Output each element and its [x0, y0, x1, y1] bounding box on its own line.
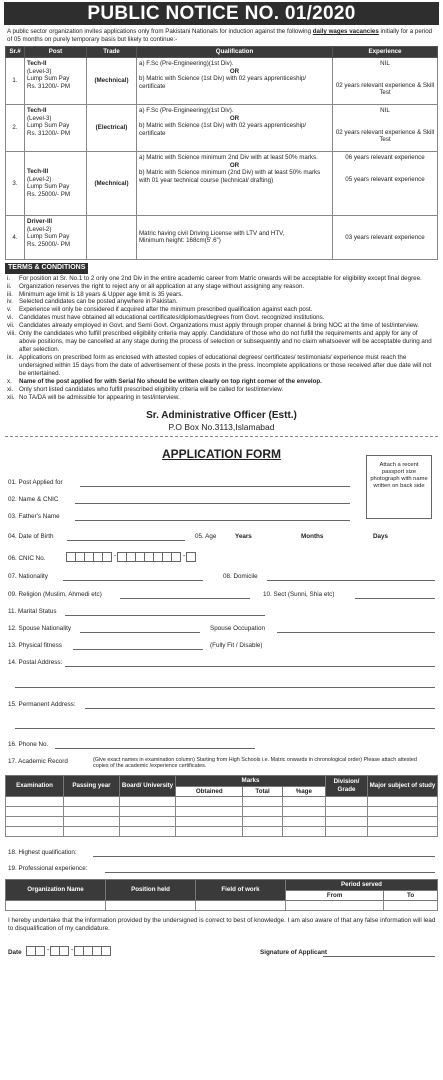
label-physical-fitness: 13. Physical fitness [8, 641, 62, 649]
intro-text: A public sector organization invites applications only from Pakistani Nationals for induction against the following daily wages vacancies initially for a period of 05 months on purely temporary basis but likely to continue:- [7, 28, 433, 44]
row-post: Tech-II (Level-3) Lump Sum Pay Rs. 31200/- PM [25, 104, 87, 151]
experience-table [5, 879, 438, 912]
name-cnic-field[interactable] [75, 503, 350, 504]
date-digit-box[interactable] [59, 946, 69, 956]
row-post: Driver-III (Level-2) Lump Sum Pay Rs. 25000/- PM [25, 215, 87, 259]
permanent-address-line2[interactable] [15, 728, 435, 729]
label-date: Date [8, 948, 22, 956]
col-from: From [286, 890, 384, 901]
terms-heading: TERMS & CONDITIONS [5, 263, 88, 274]
term-item: xi. Only short listed candidates who fulfill prescribed eligibility criteria will be called for test/interview. [7, 385, 284, 393]
academic-note: (Give exact names in examination column) Starting from High Schools i.e. Matric onwards in chronological order) Please attach attested copies of the academic /experience certificates. [93, 756, 417, 770]
col-period: Period served [286, 879, 438, 890]
col-exam: Examination [6, 775, 64, 797]
col-to: To [384, 890, 438, 901]
postal-address-line2[interactable] [15, 687, 435, 688]
col-obtained: Obtained [176, 786, 243, 797]
religion-field[interactable] [120, 598, 250, 599]
table-row [6, 215, 438, 259]
label-permanent-address: 15. Permanent Address: [8, 700, 76, 708]
label-sect: 10. Sect (Sunni, Shia etc) [263, 590, 335, 598]
cnic-digit-box[interactable] [171, 552, 181, 562]
label-cnic: 06. CNIC No. [8, 554, 46, 562]
row-qualification: a) F.Sc (Pre-Engineering)(1st Div). OR b) Matric with Science (1st Div) with 02 years apprenticeship/ certificate [137, 104, 333, 151]
col-division: Division/ Grade [326, 775, 368, 797]
application-form [5, 447, 438, 967]
term-item: ix. Applications on prescribed form as enclosed with attested copies of educational degrees/ certificates/ testimonials/ experience must reach the undersigned within 15 days from the date of advertisement of these posts in the press. Incomplete applications or those received after due date will not be entertained. [7, 354, 432, 377]
col-marks: Marks [176, 775, 326, 786]
term-item: xii. No TA/DA will be admissible for appearing in test/interview. [7, 393, 180, 401]
marital-field[interactable] [65, 615, 265, 616]
table-row[interactable] [6, 817, 438, 827]
table-row [6, 151, 438, 215]
row-experience: 03 years relevant experience [333, 215, 438, 259]
table-row[interactable] [6, 797, 438, 807]
col-total: Total [243, 786, 282, 797]
fitness-options: (Fully Fit / Disable) [210, 641, 263, 649]
label-spouse-occupation: Spouse Occupation [210, 624, 265, 632]
col-board: Board/ University [120, 775, 176, 797]
physical-fitness-field[interactable] [73, 649, 203, 650]
phone-field[interactable] [55, 748, 255, 749]
header-qualification: Qualification [137, 47, 333, 58]
fathers-name-field[interactable] [75, 520, 350, 521]
form-title: APPLICATION FORM [161, 446, 282, 461]
label-religion: 09. Religion (Muslim, Ahmedi etc) [8, 590, 102, 598]
spouse-occupation-field[interactable] [277, 632, 435, 633]
table-row[interactable] [6, 807, 438, 817]
label-dob: 04. Date of Birth [8, 532, 54, 540]
col-field: Field of work [196, 879, 286, 901]
label-spouse-nationality: 12. Spouse Nationality [8, 624, 72, 632]
row-sr: 2. [6, 104, 25, 151]
term-item: iii. Minimum age limit is 18 years & Upper age limit is 35 years. [7, 290, 184, 298]
row-trade: (Mechnical) [87, 151, 137, 215]
term-item: vi. Candidates must have obtained all educational certificates/diplomas/degrees from Govt. recognized institutions. [7, 314, 325, 322]
label-postal-address: 14. Postal Address: [8, 658, 63, 666]
cnic-digit-box[interactable] [186, 552, 196, 562]
col-percentage: %age [282, 786, 325, 797]
label-nationality: 07. Nationality [8, 572, 48, 580]
notice-title: PUBLIC NOTICE NO. 01/2020 [4, 2, 439, 25]
row-sr: 1. [6, 57, 25, 104]
spouse-nationality-field[interactable] [80, 632, 200, 633]
term-item: iv. Selected candidates can be posted anywhere in Pakistan. [7, 298, 178, 306]
officer-block [5, 410, 438, 433]
table-row[interactable] [6, 901, 438, 911]
dob-field[interactable] [67, 540, 185, 541]
vacancy-table [5, 46, 438, 260]
postal-address-field[interactable] [65, 666, 435, 667]
permanent-address-field[interactable] [85, 708, 435, 709]
row-experience: NIL 02 years relevant experience & Skill Test [333, 57, 438, 104]
label-academic-record: 17. Academic Record [8, 757, 68, 765]
nationality-field[interactable] [63, 580, 203, 581]
row-experience: 06 years relevant experience 05 years relevant experience [333, 151, 438, 215]
header-sr: Sr.# [6, 47, 25, 58]
declaration: I hereby undertake that the information provided by the undersigned is correct to best of knowledge. I am also aware of that any false information will lead to disqualification of my candidature. [8, 916, 436, 933]
label-phone: 16. Phone No. [8, 740, 49, 748]
post-applied-field[interactable] [80, 486, 350, 487]
date-digit-box[interactable] [101, 946, 111, 956]
term-item: i. For position at Sr. No.1 to 2 only one 2nd Div in the entire academic career from Matric onwards will be acceptable for eligibility except final degree. [7, 274, 422, 282]
header-experience: Experience [333, 47, 438, 58]
row-trade: (Mechnical) [87, 57, 137, 104]
cut-line [5, 436, 438, 437]
label-signature: Signature of Applicant [260, 948, 327, 956]
table-row [6, 104, 438, 151]
label-post-applied: 01. Post Applied for [8, 478, 63, 486]
age-days: Days [373, 532, 389, 540]
header-post: Post [25, 47, 87, 58]
label-domicile: 08. Domicile [223, 572, 258, 580]
term-item: v. Experience will only be considered if acquired after the minimum prescribed qualification against each post. [7, 306, 313, 314]
table-row [6, 57, 438, 104]
age-months: Months [301, 532, 324, 540]
label-professional-experience: 19. Professional experience: [8, 864, 88, 872]
signature-field[interactable] [323, 956, 435, 957]
cnic-boxes[interactable]: - - [67, 552, 196, 562]
label-age: 05. Age [195, 532, 217, 540]
professional-experience-field[interactable] [105, 872, 435, 873]
row-post: Tech-II (Level-3) Lump Sum Pay Rs. 31200/- PM [25, 57, 87, 104]
photo-box[interactable]: Attach a recent passport size photograph with name written on back side [366, 455, 432, 519]
date-boxes[interactable]: - - [27, 946, 111, 956]
row-qualification: a) Matric with Science minimum 2nd Div with at least 50% marks. OR b) Matric with Science minimum (2nd Div) with at least 50% marks with 01 year technical course (technical/ drafting) [137, 151, 333, 215]
row-post: Tech-III (Level-2) Lump Sum Pay Rs. 25000/- PM [25, 151, 87, 215]
terms-list [5, 274, 438, 402]
officer-title: Sr. Administrative Officer (Estt.) [146, 409, 297, 421]
highest-qualification-field[interactable] [93, 856, 435, 857]
row-trade: (Electrical) [87, 104, 137, 151]
academic-table [5, 775, 438, 838]
age-years: Years [235, 532, 252, 540]
col-position: Position held [106, 879, 196, 901]
label-fathers-name: 03. Father's Name [8, 512, 60, 520]
date-digit-box[interactable] [35, 946, 45, 956]
term-item: vii. Candidates already employed in Govt. and Semi Govt. Organizations must apply through proper channel & bring NOC at the time of test/interview. [7, 322, 419, 330]
sect-field[interactable] [355, 598, 435, 599]
cnic-digit-box[interactable] [102, 552, 112, 562]
label-highest-qualification: 18. Highest qualification: [8, 848, 77, 856]
label-name-cnic: 02. Name & CNIC [8, 495, 59, 503]
row-trade [87, 215, 137, 259]
col-organization: Organization Name [6, 879, 106, 901]
term-item: x. Name of the post applied for with Serial No should be written clearly on top right corner of the envelop. [7, 377, 322, 385]
domicile-field[interactable] [267, 580, 435, 581]
table-row[interactable] [6, 827, 438, 837]
col-subject: Major subject of study [368, 775, 438, 797]
row-qualification: Matric having civil Driving License with LTV and HTV, Minimum height: 168cm(5'.6") [137, 215, 333, 259]
officer-address: P.O Box No.3113,Islamabad [168, 422, 275, 433]
term-item: viii. Only the candidates who fulfill prescribed eligibility criteria may apply. Candidature of those who do not fulfill the requirements and apply for any of above positions, may be cancelled at any stage during the process of selection or subsequently and no claim whatsoever will be acceptable during and after selection. [7, 330, 432, 354]
row-experience: NIL 02 years relevant experience & Skill Test [333, 104, 438, 151]
term-item: ii. Organization reserves the right to reject any or all application at any stage without assigning any reason. [7, 282, 305, 290]
header-trade: Trade [87, 47, 137, 58]
row-qualification: a) F.Sc (Pre-Engineering)(1st Div). OR b) Matric with Science (1st Div) with 02 years apprenticeship/ certificate [137, 57, 333, 104]
label-marital: 11. Marital Status [8, 607, 57, 615]
row-sr: 3. [6, 151, 25, 215]
col-year: Passing year [64, 775, 120, 797]
row-sr: 4. [6, 215, 25, 259]
